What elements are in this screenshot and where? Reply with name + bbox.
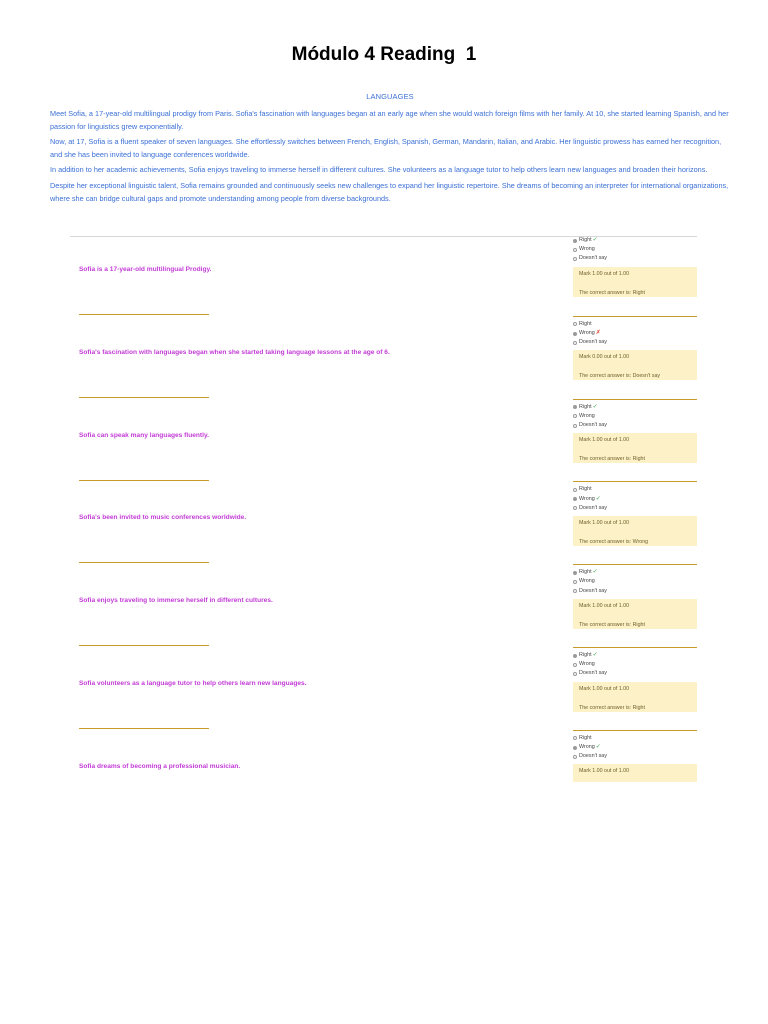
check-icon: ✓ bbox=[595, 744, 601, 750]
option-label: Doesn't say bbox=[579, 587, 607, 594]
answer-options bbox=[573, 399, 697, 464]
option-label: Doesn't say bbox=[579, 504, 607, 511]
option-wrong[interactable] bbox=[573, 577, 697, 586]
mark-text: Mark 1.00 out of 1.00 bbox=[579, 768, 630, 775]
check-icon: ✓ bbox=[592, 652, 598, 658]
option-label: Right bbox=[579, 403, 592, 410]
option-label: Wrong bbox=[579, 246, 595, 253]
mark-text: Mark 0.00 out of 1.00 bbox=[579, 354, 630, 361]
feedback-box bbox=[573, 599, 697, 629]
mark-text: Mark 1.00 out of 1.00 bbox=[579, 602, 630, 609]
option-wrong[interactable] bbox=[573, 660, 697, 669]
answer-options bbox=[573, 564, 697, 629]
feedback-box bbox=[573, 267, 697, 297]
answer-line bbox=[79, 397, 209, 398]
feedback-box bbox=[573, 350, 697, 380]
option-doesn-t-say[interactable] bbox=[573, 338, 697, 347]
check-icon: ✓ bbox=[592, 569, 598, 576]
options-divider bbox=[573, 730, 697, 731]
option-label: Right bbox=[579, 486, 592, 493]
answer-options bbox=[573, 481, 697, 546]
check-icon: ✓ bbox=[592, 237, 598, 243]
option-label: Doesn't say bbox=[579, 339, 607, 346]
passage-paragraph: Despite her exceptional linguistic talent, Sofia remains grounded and continuously seeks new challenges to expand her linguistic repertoire. She dreams of becoming an interpreter for international organizations, where she can bridge cultural gaps and promote understanding among people from diverse backgrounds. bbox=[50, 180, 729, 203]
radio-button[interactable] bbox=[573, 506, 577, 510]
option-doesn-t-say[interactable] bbox=[573, 504, 697, 513]
mark-text: Mark 1.00 out of 1.00 bbox=[579, 437, 630, 444]
option-label: Right bbox=[579, 734, 592, 741]
mark-text: Mark 1.00 out of 1.00 bbox=[579, 270, 630, 277]
options-divider bbox=[573, 564, 697, 565]
option-label: Doesn't say bbox=[579, 255, 607, 262]
passage-paragraph: Meet Sofia, a 17-year-old multilingual prodigy from Paris. Sofia's fascination with languages began at an early age when she would watch foreign films with her family. At 10, she started learning Spanish, and her passion for linguistics grew exponentially. bbox=[50, 109, 729, 131]
passage-heading: LANGUAGES bbox=[366, 92, 414, 101]
correct-answer-text: The correct answer is: Right bbox=[579, 289, 645, 296]
radio-button[interactable] bbox=[573, 239, 577, 243]
radio-button[interactable] bbox=[573, 746, 577, 750]
feedback-box bbox=[573, 682, 697, 712]
option-wrong[interactable] bbox=[573, 743, 697, 752]
option-label: Right bbox=[579, 320, 592, 327]
option-right[interactable] bbox=[573, 403, 697, 412]
option-wrong[interactable] bbox=[573, 245, 697, 254]
radio-button[interactable] bbox=[573, 332, 577, 336]
page-title: Módulo 4 Reading 1 bbox=[291, 44, 477, 65]
question-text: Sofia enjoys traveling to immerse herself in different cultures. bbox=[79, 597, 273, 605]
passage-paragraph: In addition to her academic achievements, Sofia enjoys traveling to immerse herself in different cultures. She volunteers as a language tutor to help others learn new languages and broaden their horizons. bbox=[50, 165, 708, 175]
option-right[interactable] bbox=[573, 236, 697, 245]
radio-button[interactable] bbox=[573, 405, 577, 409]
option-label: Wrong bbox=[579, 330, 595, 336]
option-label: Wrong bbox=[579, 495, 595, 502]
radio-button[interactable] bbox=[573, 257, 577, 261]
feedback-box bbox=[573, 433, 697, 463]
mark-text: Mark 1.00 out of 1.00 bbox=[579, 520, 630, 526]
radio-button[interactable] bbox=[573, 663, 577, 667]
correct-answer-text: The correct answer is: Right bbox=[579, 621, 645, 628]
option-doesn-t-say[interactable] bbox=[573, 421, 697, 430]
option-label: Wrong bbox=[579, 744, 595, 750]
radio-button[interactable] bbox=[573, 341, 577, 345]
question-text: Sofia's fascination with languages began when she started taking language lessons at the age of 6. bbox=[79, 348, 390, 356]
answer-options bbox=[573, 647, 697, 712]
check-icon: ✓ bbox=[595, 495, 601, 502]
radio-button[interactable] bbox=[573, 736, 577, 740]
radio-button[interactable] bbox=[573, 571, 577, 575]
cross-icon: ✗ bbox=[595, 330, 601, 336]
feedback-box bbox=[573, 764, 697, 782]
option-label: Right bbox=[579, 237, 592, 243]
feedback-box bbox=[573, 516, 697, 546]
options-divider bbox=[573, 316, 697, 317]
radio-button[interactable] bbox=[573, 248, 577, 252]
answer-line bbox=[79, 480, 209, 481]
option-doesn-t-say[interactable] bbox=[573, 587, 697, 596]
option-wrong[interactable] bbox=[573, 329, 697, 338]
radio-button[interactable] bbox=[573, 497, 577, 501]
answer-options bbox=[573, 730, 697, 783]
radio-button[interactable] bbox=[573, 424, 577, 428]
option-right[interactable] bbox=[573, 320, 697, 329]
option-doesn-t-say[interactable] bbox=[573, 752, 697, 761]
option-label: Wrong bbox=[579, 661, 595, 668]
correct-answer-text: The correct answer is: Right bbox=[579, 704, 645, 711]
radio-button[interactable] bbox=[573, 488, 577, 492]
option-label: Right bbox=[579, 652, 592, 658]
radio-button[interactable] bbox=[573, 672, 577, 676]
correct-answer-text: The correct answer is: Doesn't say bbox=[579, 373, 661, 380]
option-label: Wrong bbox=[579, 578, 595, 585]
check-icon: ✓ bbox=[592, 403, 598, 410]
question-text: Sofia volunteers as a language tutor to help others learn new languages. bbox=[79, 680, 307, 687]
options-divider bbox=[573, 481, 697, 482]
passage-paragraph: Now, at 17, Sofia is a fluent speaker of seven languages. She effortlessly switches between French, English, Spanish, German, Mandarin, Italian, and Arabic. Her linguistic prowess has earned her recognition, and she has been invited to language conferences worldwide. bbox=[50, 137, 722, 159]
options-divider bbox=[573, 399, 697, 400]
option-label: Doesn't say bbox=[579, 422, 607, 428]
radio-button[interactable] bbox=[573, 589, 577, 593]
option-label: Wrong bbox=[579, 412, 595, 419]
reading-passage bbox=[50, 108, 730, 208]
option-right[interactable] bbox=[573, 734, 697, 743]
option-wrong[interactable] bbox=[573, 412, 697, 421]
option-right[interactable] bbox=[573, 485, 697, 494]
option-wrong[interactable] bbox=[573, 495, 697, 504]
radio-button[interactable] bbox=[573, 755, 577, 759]
correct-answer-text: The correct answer is: Right bbox=[579, 456, 645, 463]
radio-button[interactable] bbox=[573, 654, 577, 658]
mark-text: Mark 1.00 out of 1.00 bbox=[579, 685, 630, 692]
option-right[interactable] bbox=[573, 651, 697, 660]
answer-line bbox=[79, 314, 209, 315]
answer-options bbox=[573, 236, 697, 297]
options-divider bbox=[573, 647, 697, 648]
answer-options bbox=[573, 316, 697, 381]
radio-button[interactable] bbox=[573, 322, 577, 326]
question-text: Sofia is a 17-year-old multilingual Prodigy. bbox=[79, 266, 212, 273]
question-text: Sofia's been invited to music conferences worldwide. bbox=[79, 514, 247, 522]
answer-line bbox=[79, 728, 209, 729]
correct-answer-text: The correct answer is: Wrong bbox=[579, 539, 649, 545]
radio-button[interactable] bbox=[573, 414, 577, 418]
answer-line bbox=[79, 562, 209, 563]
question-text: Sofia dreams of becoming a professional musician. bbox=[79, 762, 241, 770]
radio-button[interactable] bbox=[573, 580, 577, 584]
question-text: Sofia can speak many languages fluently. bbox=[79, 431, 209, 439]
option-doesn-t-say[interactable] bbox=[573, 669, 697, 678]
option-right[interactable] bbox=[573, 568, 697, 577]
option-doesn-t-say[interactable] bbox=[573, 254, 697, 263]
option-label: Doesn't say bbox=[579, 753, 607, 760]
option-label: Doesn't say bbox=[579, 670, 607, 677]
option-label: Right bbox=[579, 569, 592, 576]
answer-line bbox=[79, 645, 209, 646]
